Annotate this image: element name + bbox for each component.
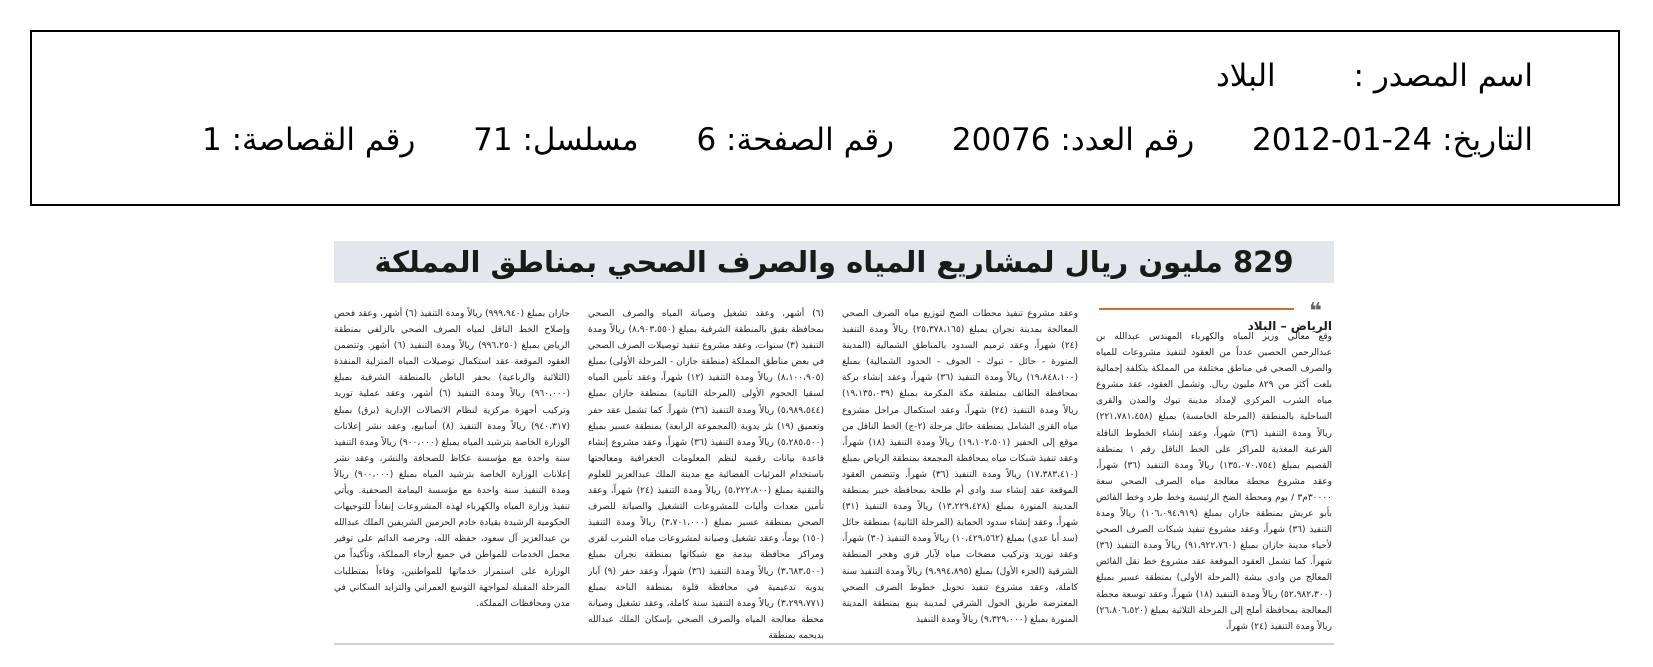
clipping-bottom-rule — [334, 643, 1334, 645]
source-value: البلاد — [1215, 58, 1276, 94]
article-column-4: جازان بمبلغ (٩٩٩،٩٤٠) ريالاً ومدة التنفيذ (٦) أشهر، وعقد فحص وإصلاح الخط الناقل لمياه الصرف الصحي بالزلفي بمنطقة الرياض بمبلغ (٩٩٦،٢٥٠) ريالاً ومدة التنفيذ (٦) أشهر. وتتضمن العقود الموقعة عقد استكمال توصيلات المياه المنزلية المنفذة (الثلاثية والرباعية) بحفر الباطن بالمنطقة الشرقية بمبلغ (٩٦٠،٠٠٠) ريالاً ومدة التنفيذ (٦) أشهر، وعقد عملية توريد وتركيب أجهزة مركزية لنظام الاتصالات الإدارية (برق) بمبلغ (٩٤٠،٣١٧) ريالاً ومدة التنفيذ (٨) أسابيع، وعقد نشر إعلانات الوزارة الخاصة بترشيد المياه بمبلغ (٩٠٠،٠٠٠) ريالاً ومدة التنفيذ سنة واحدة مع مؤسسة عكاظ للصحافة والنشر، وعقد نشر إعلانات الوزارة الخاصة بترشيد المياه بمبلغ (٩٠٠،٠٠٠) ريالاً ومدة التنفيذ سنة واحدة مع مؤسسة اليمامة الصحفية. ويأتي تنفيذ وزارة المياه والكهرباء لهذه المشروعات إنفاذاً للتوجيهات الحكومية الرشيدة بقيادة خادم الحرمين الشريفين الملك عبدالله بن عبدالعزيز آل سعود، حفظه الله، وحرصه الدائم على توفير مجمل الخدمات للمواطن في جميع أرجاء المملكة، وتأكيداً من الوزارة على استمرار خدماتها للمواطنين، وفاءاً بمتطلبات المرحلة المقبلة لمواجهة التوسع العمراني والتزايد السكاني في مدن ومحافظات المملكة. — [334, 309, 570, 609]
article-column-2: وعقد مشروع تنفيذ محطات الضخ لتوزيع مياه الصرف الصحي المعالجة بمدينة نجران بمبلغ (٢٥،٣٧٨،١٦٥) ريالاً ومدة التنفيذ (٢٤) شهراً، وعقد ترميم السدود بالمناطق الشمالية (المدينة المنورة - حائل - تبوك - الجوف - الحدود الشمالية) بمبلغ (١٩،٨٤٨،١٠٠) ريالاً ومدة التنفيذ (٣٦) شهراً، وعقد إنشاء بركة بمحافظة الطائف بمنطقة مكة المكرمة بمبلغ (١٩،١٣٥،٠٣٩) ريالاً ومدة التنفيذ (٢٤) شهراً، وعقد استكمال مراحل مشروع مياه القرى الشامل بمنطقة حائل مرحلة (٢-ج) الخط الناقل من موقع إلى الحفير (١٩،١٠٢،٥٠١) ريالاً ومدة التنفيذ (١٨) شهراً، وعقد تنفيذ شبكات مياه بمحافظة المجمعة بمنطقة الرياض بمبلغ (١٧،٣٨٣،٤١٠) ريالاً ومدة التنفيذ (٣٦) شهراً. وتتضمن العقود الموقعة عقد إنشاء سد وادي أم طلحة بمحافظة خيبر بمنطقة المدينة المنورة بمبلغ (١٣،٢٢٩،٤٢٨) ريالاً ومدة التنفيذ (٣١) شهراً، وعقد إنشاء سدود الحماية (المرحلة الثانية) بمنطقة حائل (سد أبا عدي) بمبلغ (١٠،٤٢٩،٥٦٢) ريالاً ومدة التنفيذ (٣٠) شهراً، وعقد توريد وتركيب مضخات مياه لآبار قرى وهجر المنطقة الشرقية (الجزء الأول) بمبلغ (٩،٩٩٤،٨٩٥) ريالاً ومدة التنفيذ سنة كاملة، وعقد مشروع تنفيذ تحويل خطوط الصرف الصحي المعترضة طريق الحول الشرقي لمدينة ينبع بمنطقة المدينة المنورة بمبلغ (٩،٣٢٩،٠٠٠) ريالاً ومدة التنفيذ — [842, 309, 1078, 625]
article-headline: 829 مليون ريال لمشاريع المياه والصرف الصحي بمناطق المملكة — [374, 245, 1294, 279]
clip-number-label: رقم القصاصة: — [231, 122, 416, 158]
date-label: التاريخ: — [1442, 122, 1533, 158]
page-label: رقم الصفحة: — [726, 122, 895, 158]
article-column-3: (٦) أشهر، وعقد تشغيل وصيانة المياه والصرف الصحي بمحافظة بقيق بالمنطقة الشرقية بمبلغ (٨،٩٠٣،٥٥٠) ريالاً ومدة التنفيذ (٣) سنوات، وعقد مشروع تنفيذ توصيلات الصرف الصحي في بعض مناطق المملكة (منطقة جازان - المرحلة الأولى) بمبلغ (٨،١٠٠،٩٠٥) ريالاً ومدة التنفيذ (١٢) شهراً، وعقد تأمين المياه لسقيا الحجوم الأولى (المرحلة الثانية) بمنطقة جازان بمبلغ (٥،٩٨٩،٥٤٤) ريالاً ومدة التنفيذ (٣٦) شهراً. كما تشمل عقد حفر وتعميق (١٩) بئر يدوية (المجموعة الرابعة) بمنطقة عسير بمبلغ (٥،٢٨٥،٥٠٠) ريالاً ومدة التنفيذ (٣٦) شهراً، وعقد مشروع إنشاء قاعدة بيانات رقمية لنظم المعلومات الجغرافية ومعالجتها باستخدام المرئيات الفضائية مع مدينة الملك عبدالعزيز للعلوم والتقنية بمبلغ (٥،٢٢٢،٨٠٠) ريالاً ومدة التنفيذ (٢٤) شهراً، وعقد تأمين معدات وأليات للمشروعات التشغيل والصيانة للصرف الصحي بمنطقة عسير بمبلغ (٣،٧٠١،٠٠٠) ريالاً ومدة التنفيذ (١٥٠) يوماً، وعقد تشغيل وصيانة لمشروعات مياه الشرب لقرى ومراكز محافظة بيدمة مع شبكاتها بمنطقة نجران بمبلغ (٣،٦٨٣،٥٠٠) ريالاً ومدة التنفيذ (٣٦) شهراً، وعقد حفر (٩) آبار يدوية تدعيمية في محافظة قلوة بمنطقة الباحة بمبلغ (٣،٢٩٩،٧٧١) ريالاً ومدة التنفيذ سنة كاملة، وعقد تشغيل وصيانة محطة معالجة المياه والصرف الصحي بإسكان الملك عبدالله بديحمه بمنطقة — [588, 309, 824, 641]
column-1-text: وقع معالي وزير المياه والكهرباء المهندس عبدالله بن عبدالرحمن الحصين عدداً من العقود لتنفيذ مشروعات للمياه والصرف الصحي في مناطق مختلفة من المملكة بتكلفة إجمالية بلغت أكثر من ٨٢٩ مليون ريال. وتشمل العقود، عقد مشروع مياه الشرب المركزي لإمداد مدينة تبوك والمدن والقرى الساحلية بالمنطقة (المرحلة الخامسة) بمبلغ (٢٢١،٧٨١،٤٥٨) ريالاً ومدة التنفيذ (٣٦) شهراً، وعقد إنشاء الخطوط الناقلة الفرعية المغذية للمراكز على الخط الناقل رقم ١ بمنطقة القصيم بمبلغ (١٣٥،٠٧٠،٧٥٤) ريالاً ومدة التنفيذ (٣٦) شهراً، وعقد مشروع محطة معالجة مياه الصرف الصحي سعة ٣٠٠٠٠م٣ / يوم ومحطة الضخ الرئيسية وخط طرد وخط الفائض بأبو عريش بمنطقة جازان بمبلغ (١٠٦،٠٩٤،٩١٩) ريالاً ومدة التنفيذ (٣٦) شهراً، وعقد مشروع تنفيذ شبكات الصرف الصحي لأحياء مدينة جازان بمبلغ (٩١،٩٢٢،٧٦٠) ريالاً ومدة التنفيذ (٣٦) شهراً. كما تشمل العقود الموقعة عقد مشروع خط نقل الفائض المعالج من وادي بيشة (المرحلة الأولى) بمنطقة عسير بمبلغ (٥٢،٩٨٢،٣٠٠) ريالاً ومدة التنفيذ (١٨) شهراً، وعقد توسعة محطة المعالجة بمحافظة أملج إلى المرحلة الثلاثية بمبلغ (٢٦،٨٠٦،٥٢٠) ريالاً ومدة التنفيذ (٢٤) شهراً، — [1096, 332, 1332, 632]
serial-value: 71 — [473, 122, 513, 158]
newspaper-clipping — [334, 241, 1334, 647]
serial-label: مسلسل: — [522, 122, 639, 158]
issue-value: 20076 — [951, 122, 1051, 158]
source-line — [1216, 58, 1533, 94]
details-line — [202, 122, 1533, 158]
article-column-1 — [1096, 301, 1332, 641]
article-byline: الرياض – البلاد — [1247, 319, 1332, 333]
source-label: اسم المصدر : — [1353, 58, 1533, 94]
clip-number-value: 1 — [201, 122, 222, 158]
date-value: 2012-01-24 — [1252, 122, 1433, 158]
quote-mark-icon: ❝ — [1309, 299, 1322, 324]
clipping-metadata-box — [30, 30, 1620, 206]
issue-label: رقم العدد: — [1060, 122, 1195, 158]
page-value: 6 — [696, 122, 717, 158]
